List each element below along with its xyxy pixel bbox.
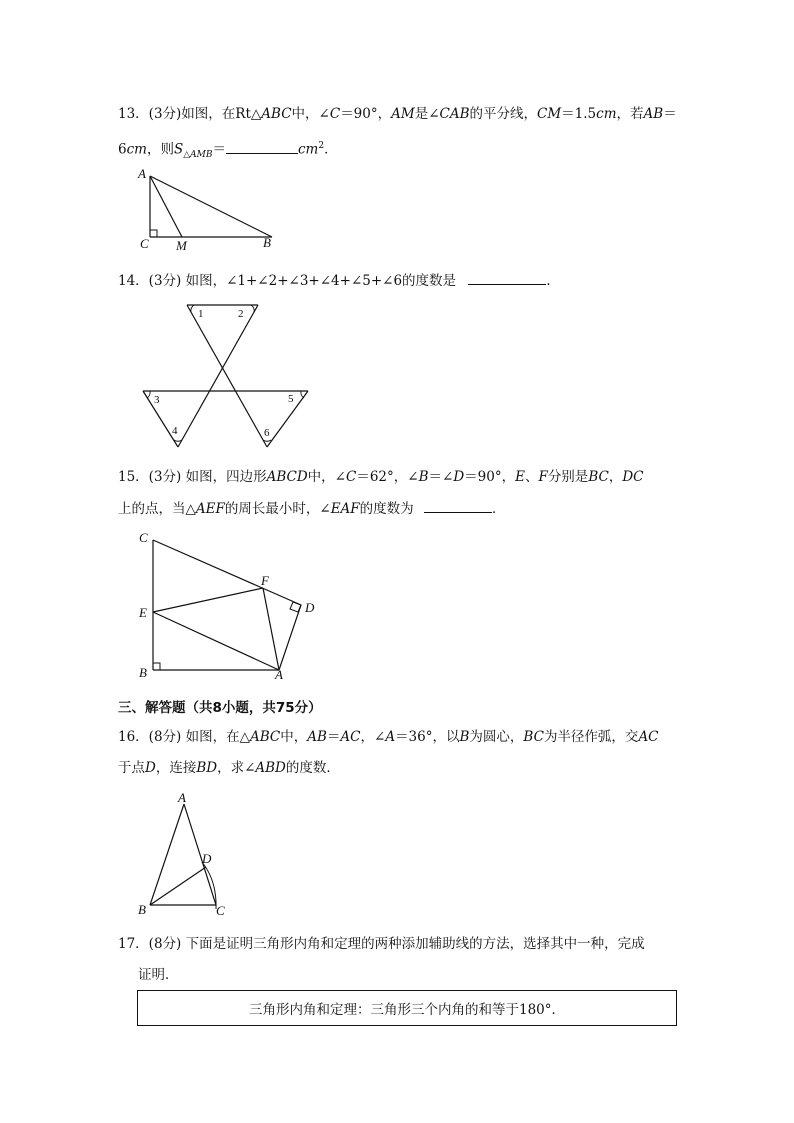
theorem-text: 三角形内角和定理：三角形三个内角的和等于180°． [248, 1002, 566, 1018]
label-C: C [139, 530, 148, 545]
label-D: D [305, 600, 315, 615]
q15-figure [135, 528, 335, 683]
label-M: M [176, 238, 187, 253]
q16-figure [134, 788, 244, 923]
label-B: B [138, 902, 146, 917]
q17-line-2: 证明． [138, 967, 179, 983]
label-B: B [263, 235, 271, 250]
label-B: B [139, 665, 147, 680]
label-A: A [178, 790, 186, 805]
question-14 [118, 270, 688, 290]
q17-line-1: 17．(8分) 下面是证明三角形内角和定理的两种添加辅助线的方法，选择其中一种，完成 [118, 936, 645, 952]
label-C: C [216, 903, 225, 918]
label-D: D [202, 851, 212, 866]
angle-label-2: 2 [238, 308, 244, 320]
answer-blank[interactable] [424, 498, 492, 513]
angle-label-6: 6 [264, 427, 270, 439]
label-A: A [138, 166, 146, 181]
question-15 [118, 467, 688, 527]
section-3-header: 三、解答题（共8小题，共75分） [118, 700, 322, 716]
q13-line-2: 6cm，则$S_{\triangle AMB}= cm^2$． [118, 136, 338, 165]
q14-figure [140, 300, 310, 450]
label-A: A [275, 667, 283, 682]
angle-label-5: 5 [288, 393, 294, 405]
angle-label-1: 1 [198, 308, 204, 320]
q16-line-2: 于点D，连接BD，求∠ABD的度数． [118, 760, 340, 776]
q16-line-1: 16．(8分) 如图，在△ABC中，AB＝AC，∠A＝36°，以B为圆心，BC为半径作弧，交AC [118, 729, 659, 745]
question-17 [118, 934, 688, 994]
answer-blank[interactable] [468, 270, 546, 285]
label-C: C [140, 236, 149, 251]
label-F: F [261, 573, 269, 588]
q15-line-2: 上的点，当△AEF的周长最小时，∠EAF的度数为 ． [118, 498, 505, 519]
q14-line-1: 14．(3分) 如图，∠1+∠2+∠3+∠4+∠5+∠6的度数是 ． [118, 270, 560, 291]
question-16 [118, 727, 688, 787]
angle-label-3: 3 [154, 394, 160, 406]
q13-figure [130, 162, 290, 257]
angle-label-4: 4 [172, 425, 178, 437]
answer-blank[interactable] [226, 139, 298, 154]
q13-line-1: 13．(3分)如图，在Rt△ABC中，∠C＝90°，AM是∠CAB的平分线，CM＝1.5cm，若AB＝ [118, 106, 677, 122]
q15-line-1: 15．(3分) 如图，四边形ABCD中，∠C＝62°，∠B＝∠D＝90°，E、F分别是BC，DC [118, 469, 644, 485]
theorem-box [137, 990, 677, 1026]
label-E: E [139, 605, 147, 620]
